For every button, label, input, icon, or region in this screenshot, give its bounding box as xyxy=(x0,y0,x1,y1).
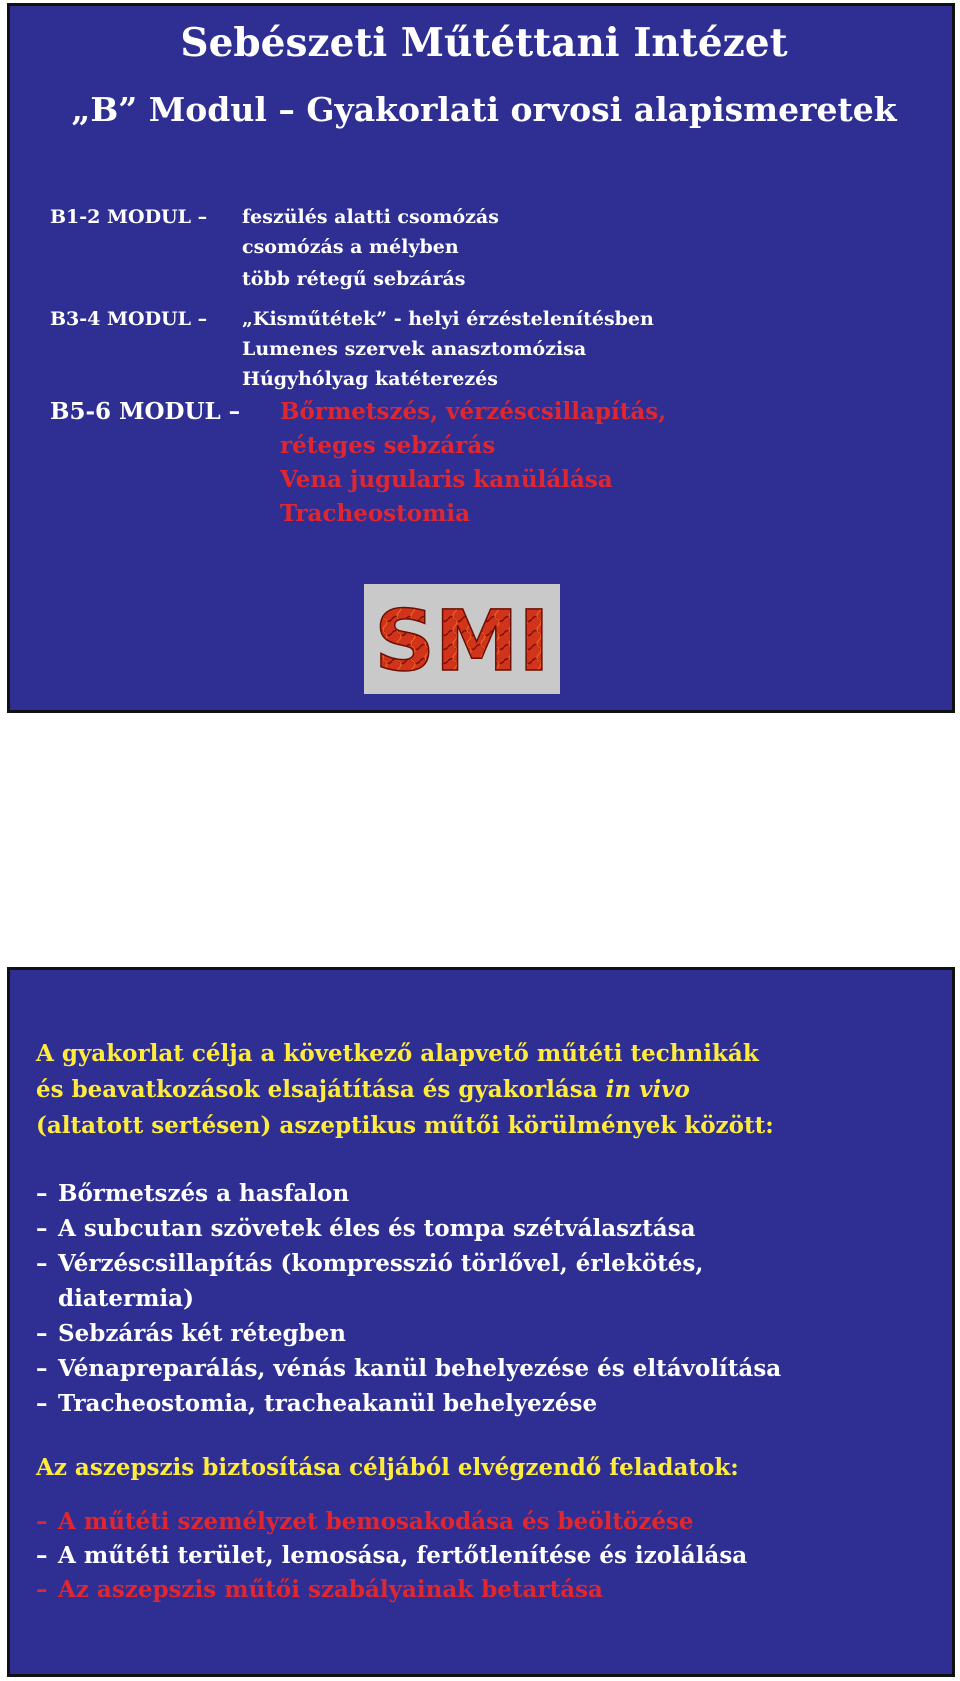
technique-item-continuation: diatermia) xyxy=(58,1285,194,1312)
technique-item: – Bőrmetszés a hasfalon xyxy=(36,1180,350,1207)
intro-line: (altatott sertésen) aszeptikus műtői körülmények között: xyxy=(36,1112,774,1139)
module-item: csomózás a mélyben xyxy=(242,236,459,258)
module-item: Bőrmetszés, vérzéscsillapítás, xyxy=(280,398,667,425)
intro-line: A gyakorlat célja a következő alapvető műtéti technikák xyxy=(36,1040,759,1067)
slide-title: Sebészeti Műtéttani Intézet xyxy=(180,20,788,66)
intro-line: és beavatkozások elsajátítása és gyakorlása in vivo xyxy=(36,1076,690,1103)
in-vivo-italic: in vivo xyxy=(605,1076,690,1103)
technique-item: – A subcutan szövetek éles és tompa szétválasztása xyxy=(36,1215,696,1242)
module-item: „Kisműtétek” - helyi érzéstelenítésben xyxy=(242,308,654,330)
technique-item: – Vérzéscsillapítás (kompresszió törlővel, érlekötés, xyxy=(36,1250,704,1277)
technique-item: – Vénapreparálás, vénás kanül behelyezése és eltávolítása xyxy=(36,1355,782,1382)
module-item: Húgyhólyag katéterezés xyxy=(242,368,498,390)
module-label-b5-6: B5-6 MODUL – xyxy=(50,398,241,425)
asepsis-item: – Az aszepszis műtői szabályainak betartása xyxy=(36,1576,603,1603)
smi-logo-text: SMI xyxy=(374,592,550,690)
asepsis-item: – A műtéti személyzet bemosakodása és beöltözése xyxy=(36,1508,694,1535)
slide-2 xyxy=(7,967,955,1677)
module-item: több rétegű sebzárás xyxy=(242,268,466,290)
module-item: feszülés alatti csomózás xyxy=(242,206,499,228)
technique-item: – Tracheostomia, tracheakanül behelyezése xyxy=(36,1390,598,1417)
technique-item: – Sebzárás két rétegben xyxy=(36,1320,346,1347)
slide-1 xyxy=(7,3,955,713)
asepsis-heading: Az aszepszis biztosítása céljából elvégzendő feladatok: xyxy=(36,1454,739,1481)
module-item: Vena jugularis kanülálása xyxy=(280,466,613,493)
slide-subtitle: „B” Modul – Gyakorlati orvosi alapismeretek xyxy=(71,90,897,129)
module-label-b3-4: B3-4 MODUL – xyxy=(50,308,208,330)
smi-logo xyxy=(364,584,560,694)
module-item: réteges sebzárás xyxy=(280,432,496,459)
asepsis-item: – A műtéti terület, lemosása, fertőtlenítése és izolálása xyxy=(36,1542,748,1569)
module-item: Tracheostomia xyxy=(280,500,471,527)
module-label-b1-2: B1-2 MODUL – xyxy=(50,206,208,228)
module-item: Lumenes szervek anasztomózisa xyxy=(242,338,587,360)
